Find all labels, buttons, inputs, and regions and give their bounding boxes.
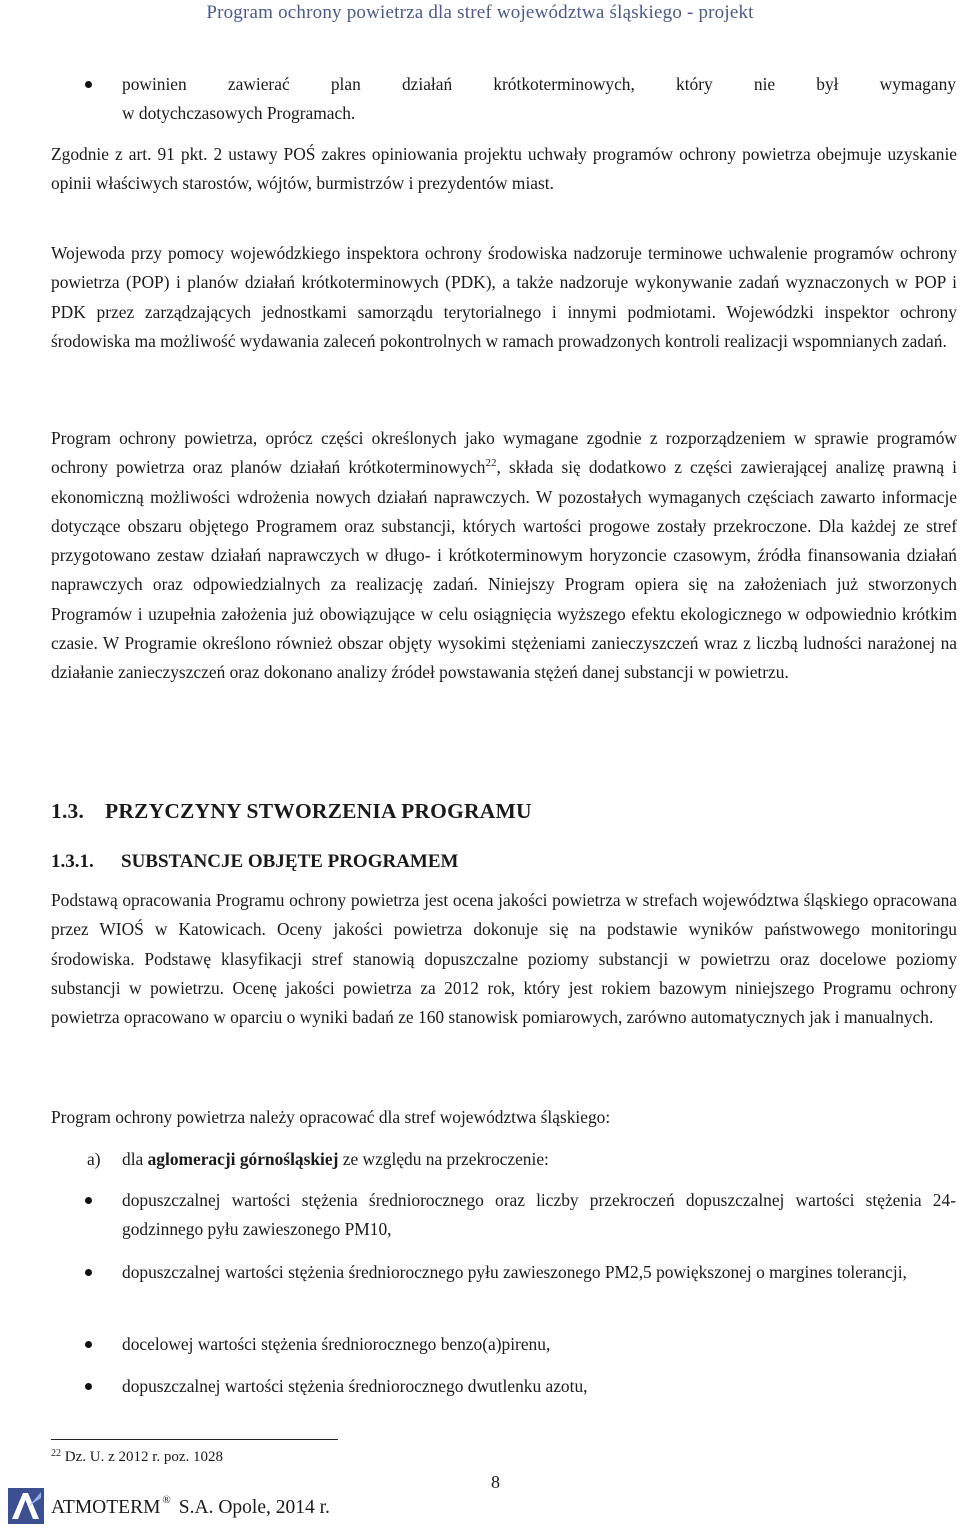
list-item-a	[51, 1145, 957, 1175]
bullet-dot	[85, 1197, 92, 1204]
bold-text: aglomeracji górnośląskiej	[147, 1149, 339, 1169]
paragraph-text: Zgodnie z art. 91 pkt. 2 ustawy POŚ zakres opiniowania projektu uchwały programów ochrony powietrza obejmuje uzyskanie opinii właściwych starostów, wójtów, burmistrzów i prezydentów miast.	[51, 144, 957, 194]
paragraph-podstawa	[51, 886, 957, 1032]
footnote	[51, 1448, 223, 1466]
company-details: S.A. Opole, 2014 r.	[178, 1497, 330, 1518]
footnote-number: 22	[51, 1448, 61, 1459]
section-number: 1.3.	[51, 799, 85, 823]
bullet-text: dopuszczalnej wartości stężenia średniorocznego oraz liczby przekroczeń dopuszczalnej wartości stężenia 24-godzinnego pyłu zawieszonego PM10,	[122, 1190, 956, 1240]
paragraph-text	[51, 424, 957, 688]
page-header: Program ochrony powietrza dla stref województwa śląskiego - projekt	[206, 2, 754, 23]
bullet-dot	[85, 81, 92, 88]
footer-company	[51, 1494, 330, 1519]
list-label: a)	[87, 1149, 101, 1169]
section-title: PRZYCZYNY STWORZENIA PROGRAMU	[105, 799, 532, 823]
footnote-separator	[51, 1439, 338, 1440]
bullet-dot	[85, 1269, 92, 1276]
page-number: 8	[491, 1472, 500, 1492]
text-part: dla	[122, 1149, 148, 1169]
paragraph-text: Wojewoda przy pomocy wojewódzkiego inspektora ochrony środowiska nadzoruje terminowe uchwalenie programów ochrony powietrza (POP) i planów działań krótkoterminowych (PDK), a także nadzoruje wykonywanie zadań wyznaczonych w POP i PDK przez zarządzających jednostkami samorządu terytorialnego i innymi podmiotami. Wojewódzki inspektor ochrony środowiska ma możliwość wydawania zaleceń pokontrolnych w ramach prowadzonych kontroli realizacji wspomnianych zadań.	[51, 243, 957, 351]
paragraph-program	[51, 424, 957, 688]
subsection-number: 1.3.1.	[51, 851, 94, 872]
paragraph-part: Program ochrony powietrza, oprócz części określonych jako wymagane zgodnie z rozporządzeniem w sprawie programów ochrony powietrza oraz planów działań krótkoterminowych	[51, 428, 957, 478]
footnote-ref: 22	[485, 457, 497, 470]
bullet-text: docelowej wartości stężenia średniorocznego benzo(a)pirenu,	[122, 1334, 551, 1354]
paragraph-art91	[51, 140, 957, 199]
paragraph-text: Program ochrony powietrza należy opracować dla stref województwa śląskiego:	[51, 1107, 611, 1127]
paragraph-strefy	[51, 1103, 957, 1132]
text-part: ze względu na przekroczenie:	[338, 1149, 549, 1169]
company-name: ATMOTERM	[51, 1497, 161, 1518]
subsection-heading	[51, 851, 458, 873]
paragraph-part: , składa się dodatkowo z części zawierającej analizę prawną i ekonomiczną możliwości wdrożenia nowych działań naprawczych. W pozostałych wymaganych częściach zawarto informacje dotyczące obszaru objętego Programem oraz substancji, których wartości progowe zostały przekroczone. Dla każdej ze stref przygotowano zestaw działań naprawczych w długo- i krótkoterminowym horyzoncie czasowym, źródła finansowania działań naprawczych oraz odpowiedzialnych za realizację zadań. Niniejszy Program opiera się na założeniach już stworzonych Programów i uzupełnia założenia już obowiązujące w celu osiągnięcia wyższego efektu ekologicznego w odpowiednio krótkim czasie. W Programie określono również obszar objęty wysokimi stężeniami zanieczyszczeń wraz z liczbą ludności narażonej na działanie zanieczyszczeń oraz dokonano analizy źródeł powstawania stężeń danej substancji w powietrzu.	[51, 457, 957, 683]
section-heading	[51, 799, 532, 824]
footnote-text: Dz. U. z 2012 r. poz. 1028	[61, 1449, 224, 1465]
bullet-line: w dotychczasowych Programach.	[122, 103, 356, 124]
registered-mark: ®	[162, 1494, 171, 1506]
list-item-text	[122, 1145, 549, 1174]
bullet-line: powinien zawierać plan działań krótkoterminowych, który nie był wymagany	[122, 74, 956, 94]
paragraph-wojewoda	[51, 239, 957, 356]
bullet-text: dopuszczalnej wartości stężenia średniorocznego pyłu zawieszonego PM2,5 powiększonej o margines tolerancji,	[122, 1262, 907, 1282]
bullet-text: dopuszczalnej wartości stężenia średniorocznego dwutlenku azotu,	[122, 1376, 588, 1396]
subsection-title: SUBSTANCJE OBJĘTE PROGRAMEM	[121, 851, 459, 872]
bullet-dot	[85, 1341, 92, 1348]
atmoterm-logo-icon	[8, 1488, 44, 1524]
bullet-dot	[85, 1383, 92, 1390]
paragraph-text: Podstawą opracowania Programu ochrony powietrza jest ocena jakości powietrza w strefach województwa śląskiego opracowana przez WIOŚ w Katowicach. Oceny jakości powietrza dokonuje się na podstawie wyników państwowego monitoringu środowiska. Podstawę klasyfikacji stref stanowią dopuszczalne poziomy substancji w powietrzu oraz docelowe poziomy substancji w powietrzu. Ocenę jakości powietrza za 2012 rok, który jest rokiem bazowym niniejszego Programu ochrony powietrza opracowano w oparciu o wyniki badań ze 160 stanowisk pomiarowych, zarówno automatycznych jak i manualnych.	[51, 890, 957, 1028]
